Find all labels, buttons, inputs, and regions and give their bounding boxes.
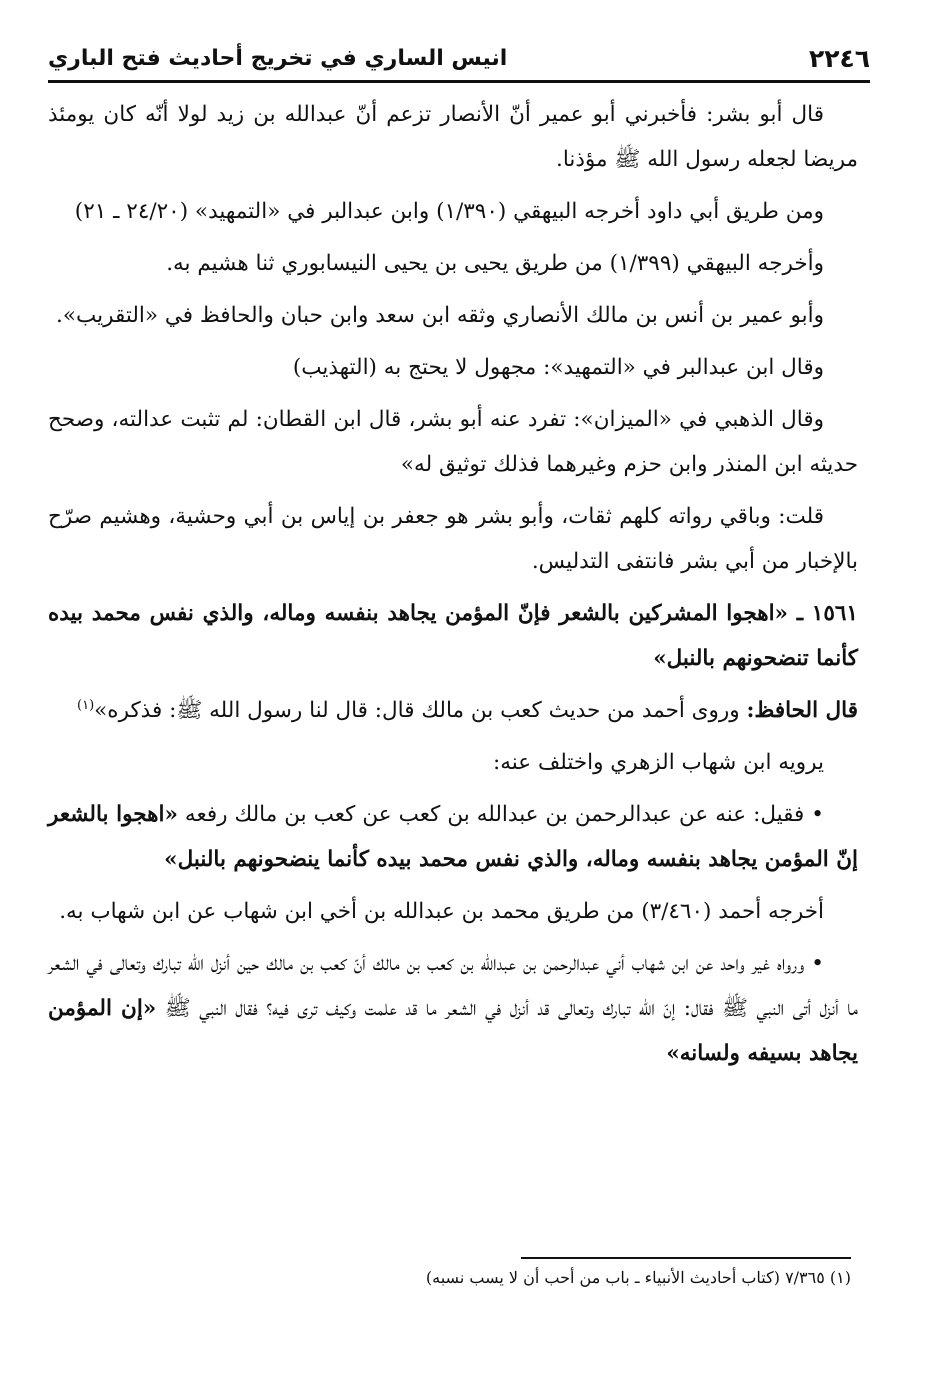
paragraph: ومن طريق أبي داود أخرجه البيهقي (١/٣٩٠) وابن عبدالبر في «التمهيد» (٢٤/٢٠ ـ ٢١) [74,199,824,224]
intro-line: يرويه ابن شهاب الزهري واختلف عنه: [493,750,824,775]
bullet-text: • فقيل: عنه عن عبدالرحمن بن عبدالله بن كعب عن كعب بن مالك رفعه [184,802,824,827]
footnote: (١) ٧/٣٦٥ (كتاب أحاديث الأنبياء ـ باب من أحب أن لا يسب نسبه) [425,1268,851,1287]
hadith-heading [48,591,858,681]
paragraph: وقال الذهبي في «الميزان»: تفرد عنه أبو بشر، قال ابن القطان: لم تثبت عدالته، وصحح حديثه ابن المنذر وابن حزم وغيرهما فذلك توثيق له» [48,407,858,477]
hafiz-paragraph [48,688,858,733]
page-body [48,92,858,1083]
header-rule [48,80,870,83]
bullet-text: • ورواه غير واحد عن ابن شهاب أني عبدالرحمن بن عبدالله بن كعب بن مالك أنّ كعب بن مالك حين أنزل الله تبارك وتعالى في الشعر ما أنزل أتى النبي ﷺ فقال: إنّ الله تبارك وتعالى قد أنزل في الشعر ما قد علمت وكيف ترى فيه؟ فقال النبي ﷺ [48,951,858,1021]
bullet-quote: «إن المؤمن يجاهد بسيفه ولسانه» [48,996,858,1066]
hafiz-text: وروى أحمد من حديث كعب بن مالك قال: قال لنا رسول الله ﷺ: فذكره» [94,698,740,723]
page-header [48,38,870,78]
footnote-marker: (١) [77,697,95,713]
hafiz-label: قال الحافظ: [746,698,858,723]
bullet-item [48,792,858,882]
hadith-number: ١٥٦١ [811,601,858,626]
bullet-item [48,941,858,1076]
takhrij-paragraph: أخرجه أحمد (٣/٤٦٠) من طريق محمد بن عبدالله بن أخي ابن شهاب عن ابن شهاب به. [59,899,824,924]
bullet-quote: «اهجوا بالشعر إنّ المؤمن يجاهد بنفسه وماله، والذي نفس محمد بيده كأنما ينضحونهم بالنبل» [48,802,858,872]
paragraph: وقال ابن عبدالبر في «التمهيد»: مجهول لا يحتج به (التهذيب) [292,355,824,380]
footnote-rule [521,1257,851,1259]
paragraph: قلت: وباقي رواته كلهم ثقات، وأبو بشر هو جعفر بن إياس بن أبي وحشية، وهشيم صرّح بالإخبار من أبي بشر فانتفى التدليس. [48,504,858,574]
paragraph: قال أبو بشر: فأخبرني أبو عمير أنّ الأنصار تزعم أنّ عبدالله بن زيد لولا أنّه كان يومئذ مريضا لجعله رسول الله ﷺ مؤذنا. [48,102,858,172]
hadith-text: ـ «اهجوا المشركين بالشعر فإنّ المؤمن يجاهد بنفسه وماله، والذي نفس محمد بيده كأنما تنضحونهم بالنبل» [48,601,858,671]
page-number: ٢٢٤٦ [808,43,870,73]
paragraph: وأخرجه البيهقي (١/٣٩٩) من طريق يحيى بن يحيى النيسابوري ثنا هشيم به. [166,251,824,276]
book-title: انيس الساري في تخريج أحاديث فتح الباري [48,45,508,71]
paragraph: وأبو عمير بن أنس بن مالك الأنصاري وثقه ابن سعد وابن حبان والحافظ في «التقريب». [56,303,824,328]
